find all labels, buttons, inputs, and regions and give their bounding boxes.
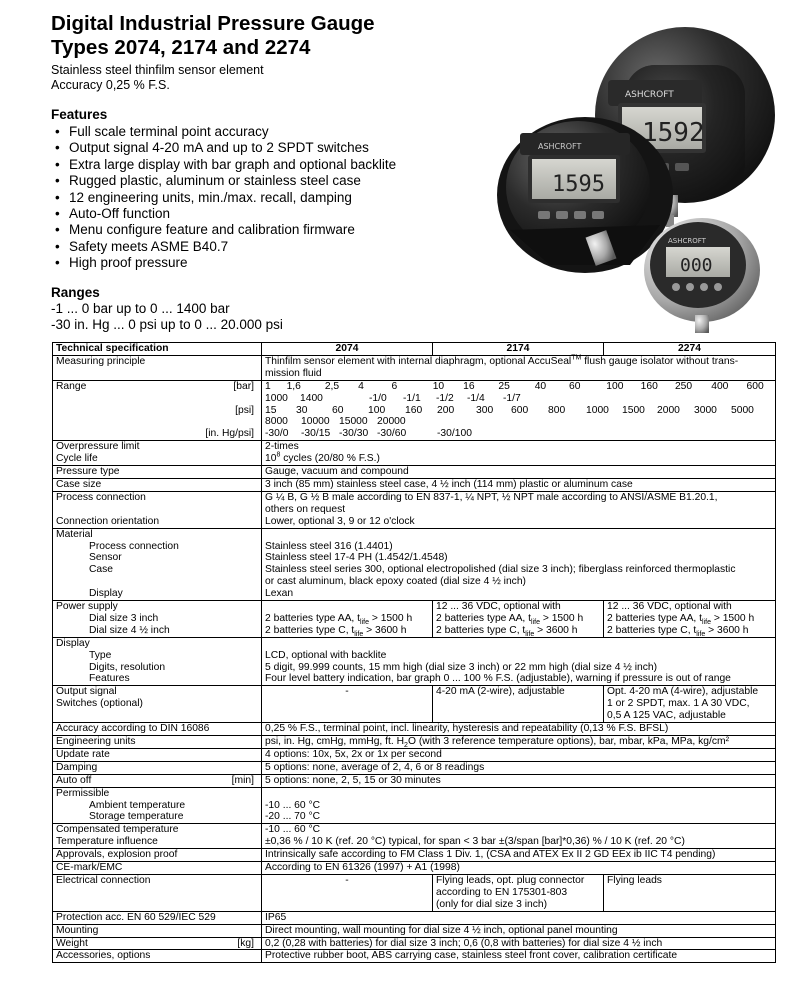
spec-text: Lower, optional 3, 9 or 12 o'clock — [265, 515, 415, 527]
spec-text: Lexan — [265, 588, 294, 600]
spec-label: Engineering units — [53, 736, 262, 749]
range-value: -1/4 — [467, 392, 485, 404]
spec-value — [262, 787, 776, 824]
spec-text: O (with 3 reference temperature options), bar, mbar, kPa, MPa, kg/cm² — [407, 736, 730, 747]
features-heading: Features — [51, 107, 108, 122]
range-value: -1/0 — [369, 392, 387, 404]
spec-label — [53, 491, 262, 528]
range-value: 2000 — [657, 404, 680, 416]
range-value: 60 — [569, 380, 581, 392]
spec-text: Cycle life — [56, 453, 98, 465]
spec-value: IP65 — [262, 911, 776, 924]
spec-row-engineering-units — [53, 736, 776, 749]
spec-row-case-size — [53, 478, 776, 491]
subscript: life — [696, 630, 706, 638]
range-value: 1,6 — [286, 380, 301, 392]
spec-text: > 1500 h — [368, 612, 413, 624]
spec-label — [53, 937, 262, 950]
spec-label: Damping — [53, 761, 262, 774]
spec-table — [52, 342, 776, 963]
spec-text: 2 batteries type C, t — [265, 624, 355, 636]
spec-label: Accessories, options — [53, 950, 262, 963]
subscript: life — [702, 618, 711, 626]
spec-value — [262, 441, 776, 466]
spec-value — [262, 528, 776, 600]
range-value: 160 — [405, 404, 423, 416]
spec-header-2274: 2274 — [604, 343, 776, 356]
spec-row-power-supply — [53, 601, 776, 638]
spec-value-2074 — [262, 601, 433, 638]
unit-psi: [psi] — [235, 404, 254, 416]
spec-label — [53, 441, 262, 466]
spec-value-2274 — [604, 686, 776, 723]
spec-value-2074: - — [262, 874, 433, 911]
spec-value: 0,2 (0,28 with batteries) for dial size 3 inch; 0,6 (0,8 with batteries) for dial size 4 ½ inch — [262, 937, 776, 950]
spec-label — [53, 824, 262, 849]
spec-value: 5 options: none, 2, 5, 15 or 30 minutes — [262, 774, 776, 787]
subscript: life — [360, 618, 369, 626]
spec-text: Dial size 4 ½ inch — [89, 624, 170, 636]
spec-text: 10 — [265, 453, 277, 465]
ranges-heading: Ranges — [51, 285, 100, 300]
spec-text: psi, in. Hg, cmHg, mmHg, ft. H — [265, 736, 405, 747]
subscript: 2 — [404, 742, 408, 750]
display-reading: 1592 — [642, 118, 705, 148]
spec-text: Auto off — [56, 774, 92, 786]
features-list — [53, 124, 396, 272]
spec-text: 1 or 2 SPDT, max. 1 A 30 VDC, — [607, 698, 750, 710]
spec-row-auto-off — [53, 774, 776, 787]
spec-text: 2 batteries type C, t — [607, 624, 697, 636]
spec-text: Storage temperature — [89, 811, 184, 823]
title-line-1: Digital Industrial Pressure Gauge — [51, 12, 375, 35]
range-values — [262, 380, 776, 441]
spec-text: Ambient temperature — [89, 799, 186, 811]
spec-value: 5 options: none, average of 2, 4, 6 or 8 readings — [262, 761, 776, 774]
spec-value: 0,25 % F.S., terminal point, incl. linearity, hysteresis and repeatability (0,13 % F.S. BFSL) — [262, 723, 776, 736]
spec-value — [262, 355, 776, 380]
spec-text: 2-times — [265, 441, 299, 453]
spec-text: LCD, optional with backlite — [265, 649, 387, 661]
spec-text: -10 ... 60 °C — [265, 799, 321, 811]
range-bar-row-2 — [265, 393, 772, 405]
spec-value: Gauge, vacuum and compound — [262, 466, 776, 479]
spec-value-2174 — [433, 874, 604, 911]
spec-text: Sensor — [89, 552, 122, 564]
spec-label — [53, 787, 262, 824]
subscript: life — [531, 618, 540, 626]
spec-text: G ¼ B, G ½ B male according to EN 837-1, ¼ NPT, ½ NPT male according to ANSI/ASME B1.20.1, — [265, 491, 718, 503]
feature-item: • Rugged plastic, aluminum or stainless steel case — [53, 173, 396, 189]
spec-row-permissible — [53, 787, 776, 824]
brand-logo-mid: ASHCROFT — [538, 142, 582, 151]
unit-bar: [bar] — [233, 380, 254, 392]
range-value: 60 — [332, 404, 344, 416]
spec-text: 12 ... 36 VDC, optional with — [436, 601, 561, 613]
spec-value: Intrinsically safe according to FM Class 1 Div. 1, (CSA and ATEX Ex II 2 GD EEx ib IIC T4 pending) — [262, 849, 776, 862]
spec-label — [53, 528, 262, 600]
spec-label: Pressure type — [53, 466, 262, 479]
range-value: 160 — [640, 380, 658, 392]
spec-label: CE-mark/EMC — [53, 862, 262, 875]
spec-value — [262, 824, 776, 849]
spec-text: Temperature influence — [56, 836, 158, 848]
range-line-1: -1 ... 0 bar up to 0 ... 1400 bar — [51, 301, 230, 316]
subscript: life — [354, 630, 364, 638]
spec-text: Process connection — [56, 491, 146, 503]
spec-label — [53, 774, 262, 787]
spec-text: Stainless steel 316 (1.4401) — [265, 540, 393, 552]
spec-row-compensated-temperature — [53, 824, 776, 849]
spec-value-2274 — [604, 601, 776, 638]
page-title — [51, 12, 375, 60]
spec-text: Power supply — [56, 601, 118, 613]
spec-label: Case size — [53, 478, 262, 491]
range-value: 5000 — [731, 404, 754, 416]
spec-text: Features — [89, 673, 130, 685]
spec-row-measuring-principle — [53, 355, 776, 380]
spec-value: According to EN 61326 (1997) + A1 (1998) — [262, 862, 776, 875]
spec-header-2174: 2174 — [433, 343, 604, 356]
spec-header-2074: 2074 — [262, 343, 433, 356]
range-value: 1 — [265, 380, 271, 392]
spec-row-protection — [53, 911, 776, 924]
range-psi-row-2 — [265, 416, 772, 428]
spec-text: Type — [89, 649, 112, 661]
spec-text: according to EN 175301-803 — [436, 886, 568, 898]
spec-label: Protection acc. EN 60 529/IEC 529 — [53, 911, 262, 924]
range-value: 2,5 — [324, 380, 340, 392]
subtitle-line-2: Accuracy 0,25 % F.S. — [51, 78, 170, 92]
brand-logo-small: ASHCROFT — [668, 237, 706, 245]
gauge-small-stainless — [644, 218, 760, 333]
spec-row-update-rate — [53, 748, 776, 761]
spec-text: cycles (20/80 % F.S.) — [280, 453, 380, 465]
spec-text: > 3600 h — [534, 624, 578, 636]
spec-label: Range — [56, 380, 87, 392]
range-value: 100 — [368, 404, 386, 416]
spec-value — [262, 736, 776, 749]
product-photo — [490, 15, 780, 335]
subscript: life — [525, 630, 535, 638]
spec-row-display — [53, 637, 776, 686]
spec-label: Electrical connection — [53, 874, 262, 911]
range-value: 40 — [534, 380, 547, 392]
spec-row-mounting — [53, 924, 776, 937]
trademark-mark: TM — [571, 354, 582, 362]
spec-value: Protective rubber boot, ABS carrying case, stainless steel front cover, calibration certificate — [262, 950, 776, 963]
range-value: 100 — [606, 380, 624, 392]
spec-text: Opt. 4-20 mA (4-wire), adjustable — [607, 686, 759, 698]
range-value: 4 — [358, 380, 364, 392]
range-value: 1000 — [265, 392, 288, 404]
spec-text: 2 batteries type AA, t — [436, 612, 532, 624]
range-line-2: -30 in. Hg ... 0 psi up to 0 ... 20.000 psi — [51, 316, 283, 332]
spec-label-range — [53, 380, 262, 441]
spec-row-overpressure — [53, 441, 776, 466]
subtitle — [51, 63, 264, 93]
feature-item: • Auto-Off function — [53, 206, 396, 222]
unit-inhg: [in. Hg/psi] — [205, 428, 254, 440]
spec-text: > 3600 h — [705, 624, 749, 636]
spec-label: Accuracy according to DIN 16086 — [53, 723, 262, 736]
range-value: -1/2 — [436, 392, 454, 404]
spec-label: Mounting — [53, 924, 262, 937]
spec-text: Overpressure limit — [56, 441, 140, 453]
unit-min: [min] — [231, 774, 254, 786]
spec-label: Approvals, explosion proof — [53, 849, 262, 862]
spec-text: (only for dial size 3 inch) — [436, 898, 548, 910]
range-value: -30/60 — [377, 428, 407, 440]
range-value: 1000 — [586, 404, 609, 416]
range-value: -30/30 — [339, 428, 369, 440]
spec-text: 2 batteries type AA, t — [265, 612, 361, 624]
spec-text: 2 batteries type AA, t — [607, 612, 703, 624]
range-value: 15000 — [339, 416, 368, 428]
spec-row-electrical-connection — [53, 874, 776, 911]
spec-value-2274: Flying leads — [604, 874, 776, 911]
range-value: 1400 — [300, 392, 323, 404]
spec-label — [53, 637, 262, 686]
spec-label: Update rate — [53, 748, 262, 761]
spec-row-process-connection — [53, 491, 776, 528]
spec-header-row — [53, 343, 776, 356]
spec-text: Case — [89, 564, 114, 576]
spec-text: Display — [56, 637, 90, 649]
range-value: -30/100 — [437, 428, 472, 440]
spec-text: > 1500 h — [539, 612, 584, 624]
spec-text: others on request — [265, 503, 346, 515]
spec-text: Stainless steel series 300, optional electropolished (dial size 3 inch); fiberglass reinforced thermoplastic — [265, 564, 736, 576]
spec-row-approvals — [53, 849, 776, 862]
spec-value: 4 options: 10x, 5x, 2x or 1x per second — [262, 748, 776, 761]
range-value: 600 — [511, 404, 529, 416]
range-value: 800 — [548, 404, 566, 416]
range-value: 16 — [463, 380, 475, 392]
brand-logo: ASHCROFT — [625, 90, 674, 100]
spec-text: 0,5 A 125 VAC, adjustable — [607, 710, 726, 722]
spec-text: 12 ... 36 VDC, optional with — [607, 601, 732, 613]
exponent: 8 — [276, 451, 281, 459]
title-line-2: Types 2074, 2174 and 2274 — [51, 36, 311, 59]
range-value: 10 — [432, 380, 445, 392]
feature-item: • Extra large display with bar graph and optional backlite — [53, 157, 396, 173]
spec-text: Flying leads, opt. plug connector — [436, 874, 585, 886]
unit-kg: [kg] — [237, 937, 254, 949]
feature-item: • Output signal 4-20 mA and up to 2 SPDT switches — [53, 140, 396, 156]
spec-text: Stainless steel 17-4 PH (1.4542/1.4548) — [265, 552, 448, 564]
spec-text: mission fluid — [265, 367, 322, 379]
spec-row-weight — [53, 937, 776, 950]
spec-text: Switches (optional) — [56, 698, 143, 710]
feature-item: • High proof pressure — [53, 255, 396, 271]
range-value: 1500 — [622, 404, 645, 416]
range-value: -30/0 — [265, 428, 289, 440]
spec-text: Material — [56, 528, 93, 540]
spec-value-2174 — [433, 601, 604, 638]
feature-item: • Full scale terminal point accuracy — [53, 124, 396, 140]
spec-text: Process connection — [89, 540, 179, 552]
spec-text: Dial size 3 inch — [89, 612, 159, 624]
range-value: 10000 — [301, 416, 330, 428]
spec-text: or cast aluminum, black epoxy coated (dial size 4 ½ inch) — [265, 576, 526, 588]
spec-text: -10 ... 60 °C — [265, 824, 321, 836]
spec-text: Display — [89, 588, 123, 600]
spec-text: 5 digit, 99.999 counts, 15 mm high (dial size 3 inch) or 22 mm high (dial size 4 ½ inch) — [265, 661, 658, 673]
spec-text: Four level battery indication, bar graph 0 ... 100 % F.S. (adjustable), warning if pressure is out of range — [265, 673, 731, 685]
range-value: -1/1 — [403, 392, 421, 404]
spec-row-range — [53, 380, 776, 441]
spec-value: Direct mounting, wall mounting for dial size 4 ½ inch, optional panel mounting — [262, 924, 776, 937]
spec-text: > 1500 h — [710, 612, 755, 624]
gauge-medium — [497, 117, 673, 273]
range-value: -1/7 — [503, 392, 521, 404]
range-bar-row-1 — [265, 381, 772, 393]
display-reading-small: 000 — [680, 255, 713, 276]
spec-row-ce-mark — [53, 862, 776, 875]
spec-label — [53, 686, 262, 723]
spec-value-2174: 4-20 mA (2-wire), adjustable — [433, 686, 604, 723]
spec-row-damping — [53, 761, 776, 774]
spec-text: > 3600 h — [363, 624, 407, 636]
range-value: 6 — [391, 380, 398, 392]
ranges-text — [51, 301, 283, 332]
range-value — [339, 393, 369, 405]
spec-text: 2 batteries type C, t — [436, 624, 526, 636]
range-value: 250 — [674, 380, 693, 392]
spec-row-pressure-type — [53, 466, 776, 479]
spec-text: -20 ... 70 °C — [265, 811, 321, 823]
range-value: -30/15 — [301, 428, 331, 440]
spec-row-accuracy — [53, 723, 776, 736]
spec-value — [262, 637, 776, 686]
display-reading-mid: 1595 — [552, 172, 605, 197]
spec-label — [53, 601, 262, 638]
range-value: 8000 — [265, 416, 288, 428]
spec-row-output-signal — [53, 686, 776, 723]
spec-text: flush gauge isolator without trans- — [581, 355, 739, 367]
spec-text: Output signal — [56, 686, 117, 698]
range-value: 600 — [746, 380, 764, 392]
spec-row-accessories — [53, 950, 776, 963]
spec-label: Measuring principle — [53, 355, 262, 380]
spec-value — [262, 491, 776, 528]
feature-item: • Menu configure feature and calibration firmware — [53, 222, 396, 238]
range-value: 20000 — [377, 416, 406, 428]
spec-text: Connection orientation — [56, 515, 160, 527]
range-value: 3000 — [694, 404, 717, 416]
range-inhg-row — [265, 428, 772, 440]
feature-item: • Safety meets ASME B40.7 — [53, 239, 396, 255]
subtitle-line-1: Stainless steel thinfilm sensor element — [51, 63, 264, 77]
spec-text: Thinfilm sensor element with internal diaphragm, optional AccuSeal — [265, 355, 572, 367]
range-value: 15 — [265, 404, 277, 416]
range-value: 30 — [296, 404, 308, 416]
spec-header-label: Technical specification — [53, 343, 262, 356]
spec-row-material — [53, 528, 776, 600]
range-value: 400 — [711, 380, 729, 392]
feature-item: • 12 engineering units, min./max. recall, damping — [53, 190, 396, 206]
range-psi-row-1 — [265, 405, 772, 417]
spec-text: Permissible — [56, 787, 110, 799]
range-value: 25 — [498, 380, 510, 392]
range-value: 200 — [437, 404, 455, 416]
spec-value-2074: - — [262, 686, 433, 723]
spec-text: Weight — [56, 937, 88, 949]
spec-text: ±0,36 % / 10 K (ref. 20 °C) typical, for span < 3 bar ±(3/span [bar]*0,36) % / 10 K (ref. 20 °C) — [265, 836, 685, 848]
spec-text: Compensated temperature — [56, 824, 179, 836]
spec-value: 3 inch (85 mm) stainless steel case, 4 ½ inch (114 mm) plastic or aluminum case — [262, 478, 776, 491]
range-value: 300 — [476, 404, 494, 416]
spec-text: Digits, resolution — [89, 661, 166, 673]
